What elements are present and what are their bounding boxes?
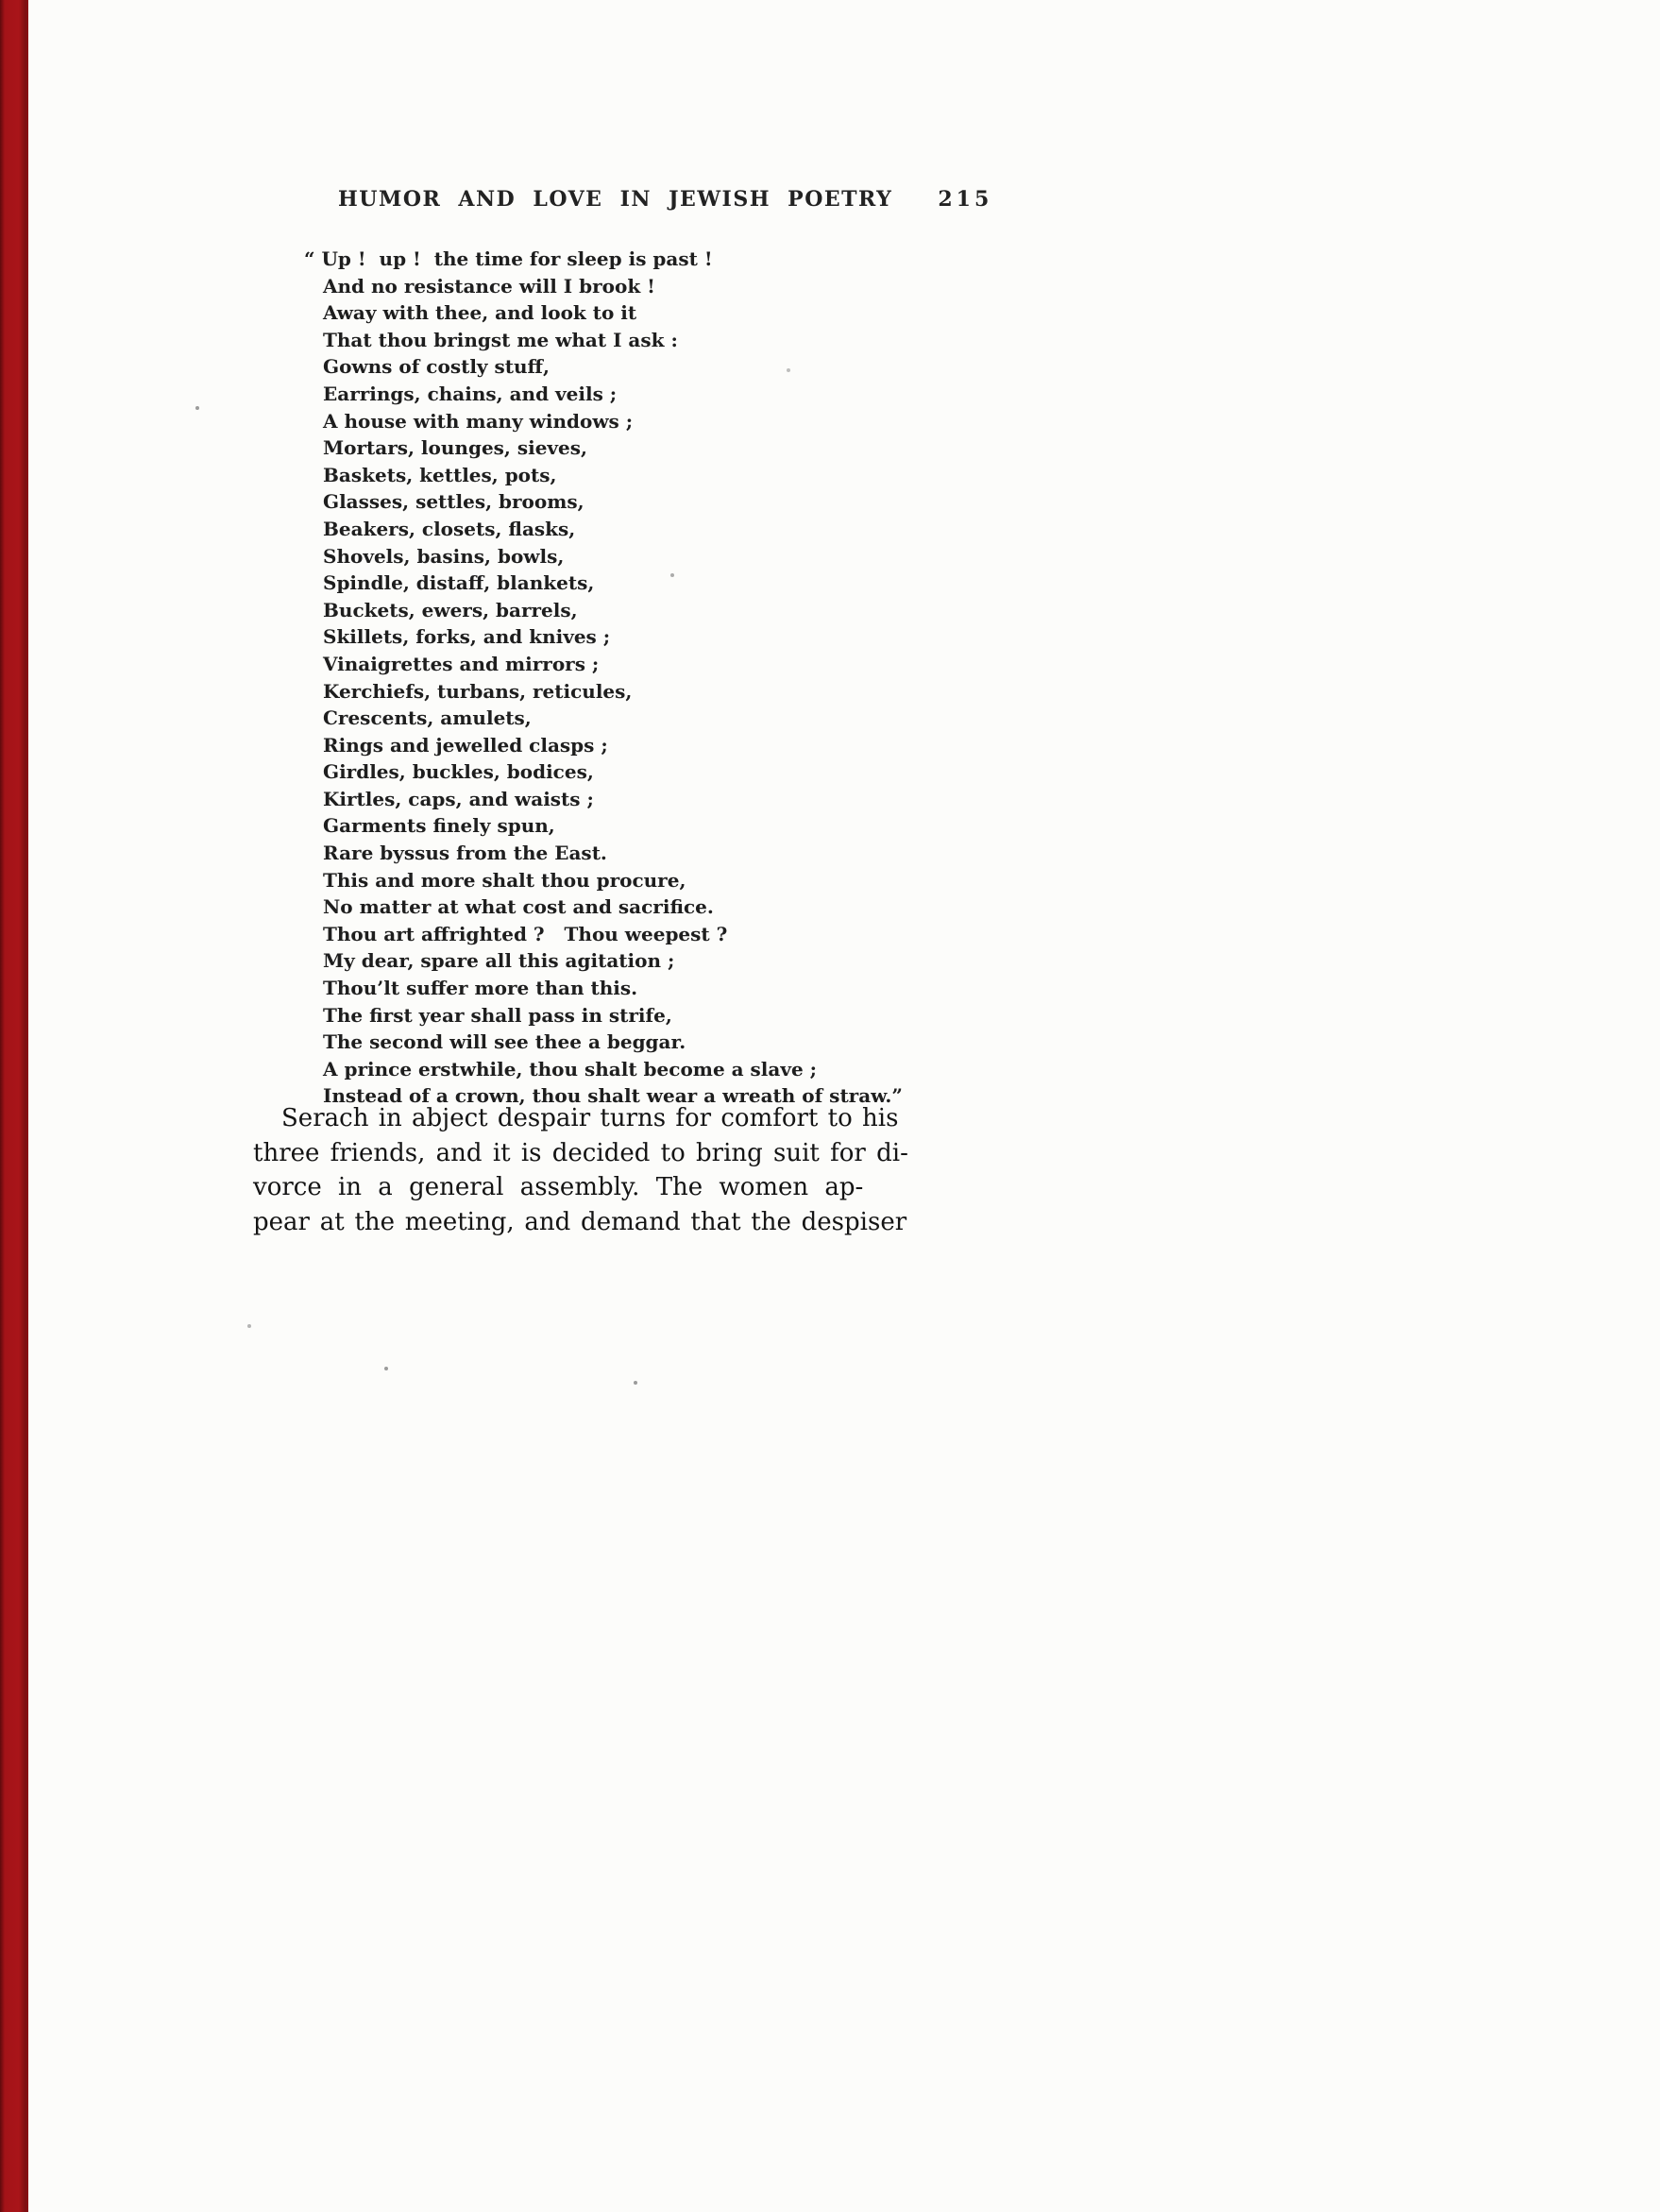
scan-speck: [670, 573, 674, 577]
scan-speck: [384, 1367, 388, 1370]
prose-paragraph: [253, 1101, 908, 1239]
running-header: [338, 187, 992, 212]
poem-line: Spindle, distaff, blankets,: [323, 571, 595, 595]
poem-line: The second will see thee a beggar.: [323, 1030, 686, 1054]
header-title: HUMOR AND LOVE IN JEWISH POETRY: [338, 187, 893, 212]
poem-line: Girdles, buckles, bodices,: [323, 760, 594, 784]
scan-speck: [634, 1381, 637, 1385]
poem-line: Rare byssus from the East.: [323, 842, 607, 865]
poem-line: Shovels, basins, bowls,: [323, 544, 565, 568]
poem-line: No matter at what cost and sacrifice.: [323, 895, 714, 919]
poem-line: “ Up ! up ! the time for sleep is past !: [304, 247, 713, 270]
poem-line: Skillets, forks, and knives ;: [323, 625, 611, 649]
poem-line: Buckets, ewers, barrels,: [323, 598, 578, 621]
poem-block: [304, 246, 903, 1110]
binding-edge: [0, 0, 28, 2212]
poem-line: Baskets, kettles, pots,: [323, 463, 557, 486]
poem-line: Vinaigrettes and mirrors ;: [323, 652, 600, 675]
poem-line: Rings and jewelled clasps ;: [323, 733, 608, 757]
poem-line: Thou art affrighted ? Thou weepest ?: [323, 922, 728, 945]
scan-speck: [787, 368, 790, 372]
poem-line: Kirtles, caps, and waists ;: [323, 787, 594, 810]
poem-line: Mortars, lounges, sieves,: [323, 436, 587, 460]
prose-line: Serach in abject despair turns for comfort to his: [281, 1104, 899, 1132]
poem-line: Instead of a crown, thou shalt wear a wreath of straw.”: [323, 1084, 903, 1108]
poem-line: Away with thee, and look to it: [323, 301, 637, 325]
poem-line: Thou’lt suffer more than this.: [323, 977, 638, 1000]
poem-line: Earrings, chains, and veils ;: [323, 382, 618, 405]
poem-line: A prince erstwhile, thou shalt become a slave ;: [323, 1057, 818, 1080]
poem-line: This and more shalt thou procure,: [323, 868, 686, 892]
prose-line: vorce in a general assembly. The women ap-: [253, 1173, 864, 1201]
poem-line: A house with many windows ;: [323, 409, 634, 433]
poem-line: And no resistance will I brook !: [323, 274, 655, 298]
poem-line: The first year shall pass in strife,: [323, 1003, 672, 1027]
poem-line: Garments finely spun,: [323, 814, 555, 838]
page-number: 215: [938, 187, 993, 212]
poem-line: Kerchiefs, turbans, reticules,: [323, 679, 633, 703]
poem-line: Glasses, settles, brooms,: [323, 490, 584, 514]
prose-line: three friends, and it is decided to bring suit for di-: [253, 1138, 908, 1167]
poem-line: Crescents, amulets,: [323, 706, 532, 730]
poem-line: Gowns of costly stuff,: [323, 355, 550, 379]
scan-speck: [195, 406, 199, 410]
scan-speck: [247, 1324, 251, 1328]
prose-line: pear at the meeting, and demand that the despiser: [253, 1207, 907, 1236]
poem-line: My dear, spare all this agitation ;: [323, 949, 675, 973]
poem-line: Beakers, closets, flasks,: [323, 517, 576, 540]
poem-line: That thou bringst me what I ask :: [323, 328, 678, 351]
